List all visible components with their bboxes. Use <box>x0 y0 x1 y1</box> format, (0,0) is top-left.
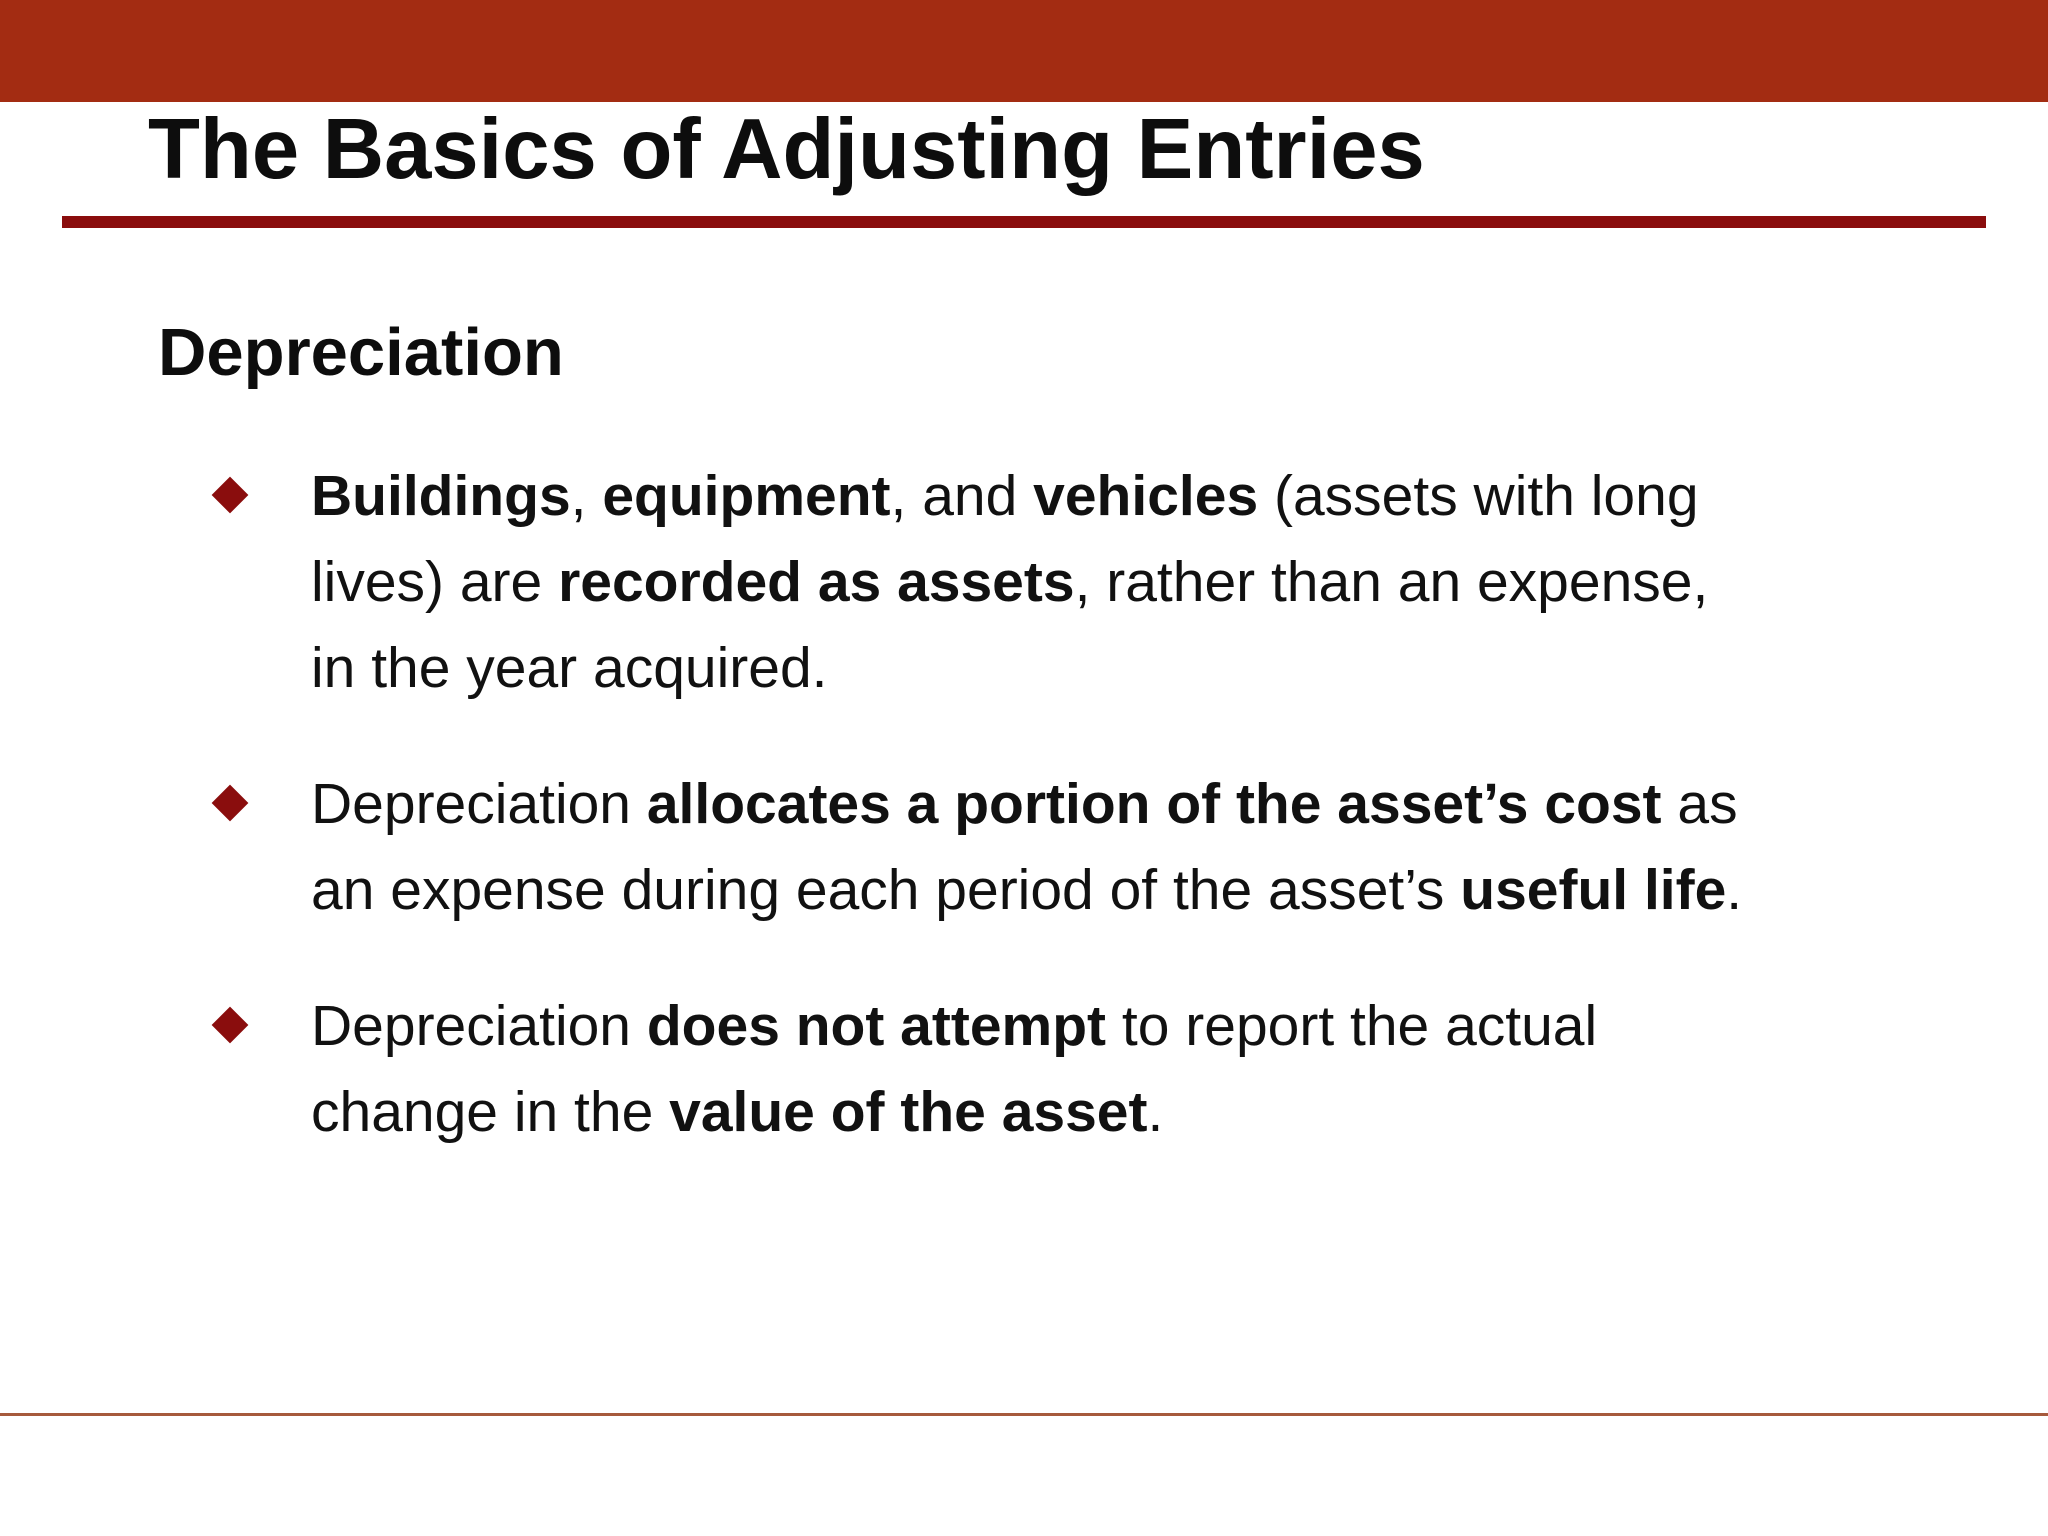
text-run: . <box>1147 1080 1164 1144</box>
text-run: as <box>1661 772 1738 836</box>
text-run: change in the <box>311 1080 670 1144</box>
bold-phrase-vehicles: vehicles <box>1033 464 1259 528</box>
bold-phrase-does-not-attempt: does not attempt <box>646 994 1107 1058</box>
bullet-text-3 <box>311 983 1851 1155</box>
bullet-1-line-3 <box>311 625 1851 711</box>
text-run: . <box>1726 858 1743 922</box>
bullet-3-line-1 <box>311 983 1851 1069</box>
text-run: lives) are <box>311 550 559 614</box>
text-run: to report the actual <box>1106 994 1598 1058</box>
bullet-2-line-2 <box>311 847 1851 933</box>
bold-phrase-equipment: equipment <box>602 464 891 528</box>
diamond-icon <box>212 785 249 822</box>
text-run: , and <box>890 464 1034 528</box>
header-band <box>0 0 2048 102</box>
bullet-1-line-2 <box>311 539 1851 625</box>
bullet-3-line-2 <box>311 1069 1851 1155</box>
text-run: an expense during each period of the asset’s <box>311 858 1461 922</box>
text-run: , <box>570 464 603 528</box>
bullet-2-line-1 <box>311 761 1851 847</box>
bold-phrase-useful-life: useful life <box>1460 858 1727 922</box>
bullet-1-line-1 <box>311 453 1851 539</box>
bold-phrase-buildings: Buildings <box>311 464 571 528</box>
bold-phrase-allocates-cost: allocates a portion of the asset’s cost <box>646 772 1662 836</box>
bold-phrase-recorded-as-assets: recorded as assets <box>558 550 1075 614</box>
footer-divider <box>0 1413 2048 1416</box>
text-run: (assets with long <box>1258 464 1699 528</box>
bullet-text-1 <box>311 453 1851 711</box>
diamond-icon <box>212 477 249 514</box>
diamond-icon <box>212 1007 249 1044</box>
section-heading: Depreciation <box>158 315 564 390</box>
slide-title: The Basics of Adjusting Entries <box>148 102 1425 197</box>
text-run: , rather than an expense, <box>1074 550 1709 614</box>
title-underline <box>62 216 1986 228</box>
text-run: Depreciation <box>311 772 647 836</box>
text-run: Depreciation <box>311 994 647 1058</box>
bullet-text-2 <box>311 761 1851 933</box>
bold-phrase-value-of-asset: value of the asset <box>669 1080 1148 1144</box>
text-run: in the year acquired. <box>311 636 828 700</box>
